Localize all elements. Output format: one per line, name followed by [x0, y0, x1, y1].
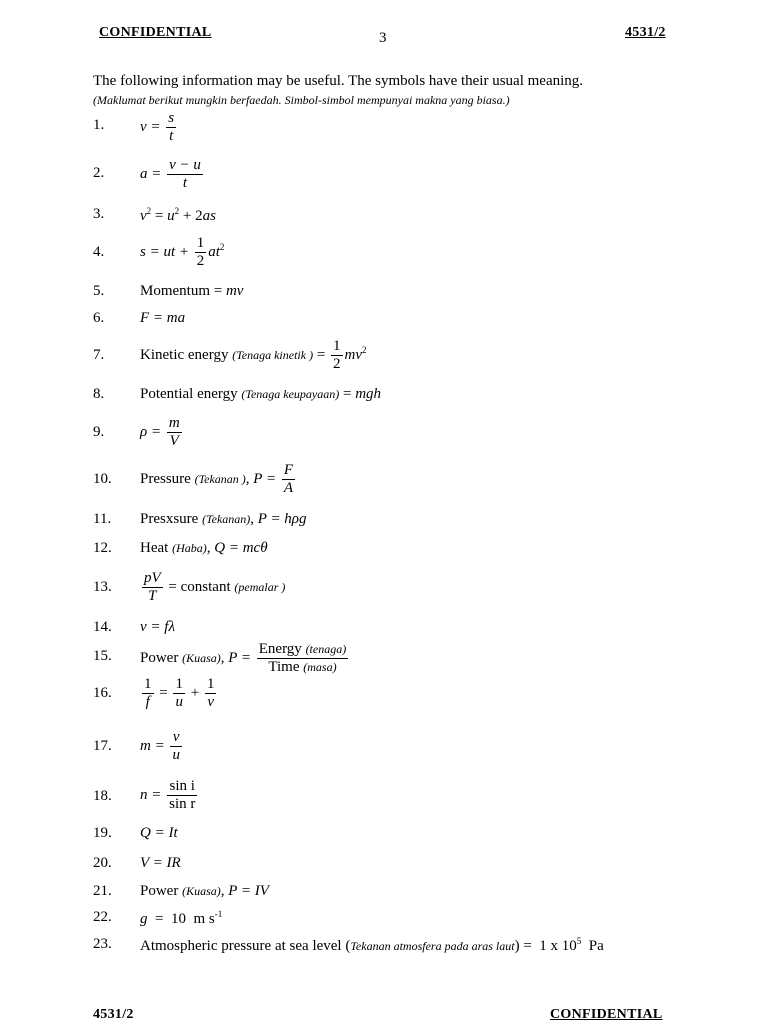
formula-number: 18.	[93, 788, 112, 804]
formula-number: 22.	[93, 909, 112, 925]
formula-number: 8.	[93, 386, 105, 402]
fraction: $\frac{1}{u}$	[175, 676, 183, 710]
formula-number: 12.	[93, 540, 112, 556]
intro-text: The following information may be useful. The symbols have their usual meaning.	[93, 73, 584, 89]
header-confidential: CONFIDENTIAL	[99, 25, 212, 40]
fraction: $\frac{s}{t}$	[168, 110, 175, 144]
formula-number: 1.	[93, 117, 105, 133]
fraction: $\frac{F}{A}$	[283, 462, 293, 496]
formula-number: 2.	[93, 165, 105, 181]
fraction: $\frac{1}{2}$	[333, 338, 341, 372]
intro-malay: (Maklumat berikut mungkin berfaedah. Simbol-simbol mempunyai makna yang biasa.)	[93, 93, 510, 107]
formula-number: 4.	[93, 244, 105, 260]
formula-number: 14.	[93, 619, 112, 635]
fraction: $\frac{m}{V}$	[168, 415, 180, 449]
fraction: $\frac{pV}{T}$	[144, 570, 161, 604]
fraction: $\frac{1}{f}$	[144, 676, 152, 710]
formula-number: 21.	[93, 883, 112, 899]
formula-number: 20.	[93, 855, 112, 871]
formula-number: 11.	[93, 511, 112, 527]
formula-number: 6.	[93, 310, 105, 326]
formula-number: 7.	[93, 347, 105, 363]
header-paper-code: 4531/2	[625, 25, 666, 40]
formula-number: 16.	[93, 685, 112, 701]
formula-number: 5.	[93, 283, 105, 299]
formula-number: 23.	[93, 936, 112, 952]
fraction: $\frac{\text{sin i}}{\text{sin r}}$	[169, 778, 196, 812]
fraction: $\frac{1}{v}$	[206, 676, 215, 710]
fraction: $\frac{v - u}{t}$	[169, 157, 201, 191]
formula-number: 3.	[93, 206, 105, 222]
formula-number: 10.	[93, 471, 112, 487]
formula-number: 15.	[93, 648, 112, 664]
fraction: $\frac{\text{Energy (tenaga)}}{\text{Time (masa)}}$	[258, 641, 347, 675]
formula-number: 9.	[93, 424, 105, 440]
page-number: 3	[379, 30, 387, 46]
formula-number: 19.	[93, 825, 112, 841]
footer-paper-code: 4531/2	[93, 1007, 134, 1022]
footer-confidential: CONFIDENTIAL	[550, 1007, 663, 1022]
formula-number: 13.	[93, 579, 112, 595]
formula-number: 17.	[93, 738, 112, 754]
fraction: $\frac{v}{u}$	[172, 729, 180, 763]
fraction: $\frac{1}{2}$	[196, 235, 205, 269]
